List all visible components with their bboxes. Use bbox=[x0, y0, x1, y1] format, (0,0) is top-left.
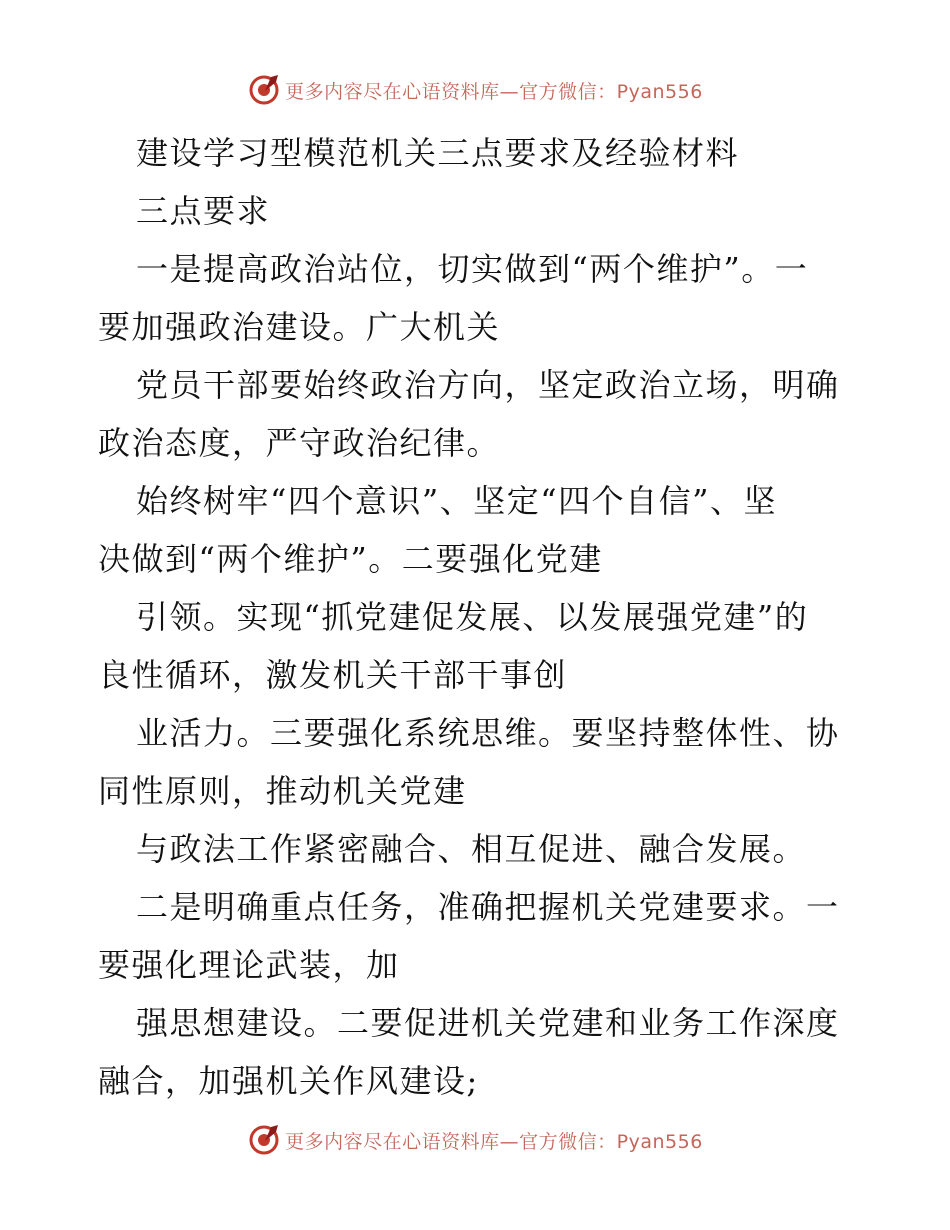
body-line: 二是明确重点任务，准确把握机关党建要求。一 bbox=[136, 888, 840, 926]
body-line: 融合，加强机关作风建设; bbox=[98, 1062, 479, 1100]
body-line: 一是提高政治站位，切实做到“两个维护”。一 bbox=[136, 250, 809, 288]
header-watermark bbox=[0, 70, 950, 110]
body-line: 始终树牢“四个意识”、坚定“四个自信”、坚 bbox=[136, 482, 777, 520]
document-body bbox=[98, 124, 858, 1110]
watermark-text: 更多内容尽在心语资料库—官方微信：Pyan556 bbox=[285, 1130, 703, 1153]
body-line: 引领。实现“抓党建促发展、以发展强党建”的 bbox=[136, 598, 809, 636]
body-line: 要强化理论武装，加 bbox=[98, 946, 400, 984]
body-line: 业活力。三要强化系统思维。要坚持整体性、协 bbox=[136, 714, 840, 752]
body-line: 强思想建设。二要促进机关党建和业务工作深度 bbox=[136, 1004, 840, 1042]
body-line: 党员干部要始终政治方向，坚定政治立场，明确 bbox=[136, 366, 840, 404]
body-line: 政治态度，严守政治纪律。 bbox=[98, 424, 501, 462]
watermark-text: 更多内容尽在心语资料库—官方微信：Pyan556 bbox=[285, 80, 703, 103]
body-line: 与政法工作紧密融合、相互促进、融合发展。 bbox=[136, 830, 807, 868]
pen-logo-icon bbox=[247, 1123, 281, 1157]
body-line: 要加强政治建设。广大机关 bbox=[98, 308, 501, 346]
footer-watermark bbox=[0, 1120, 950, 1160]
body-line: 同性原则，推动机关党建 bbox=[98, 772, 467, 810]
section-heading: 三点要求 bbox=[136, 192, 271, 230]
pen-logo-icon bbox=[247, 73, 281, 107]
body-line: 良性循环，激发机关干部干事创 bbox=[98, 656, 568, 694]
document-title: 建设学习型模范机关三点要求及经验材料 bbox=[136, 134, 740, 172]
body-line: 决做到“两个维护”。二要强化党建 bbox=[98, 540, 603, 578]
